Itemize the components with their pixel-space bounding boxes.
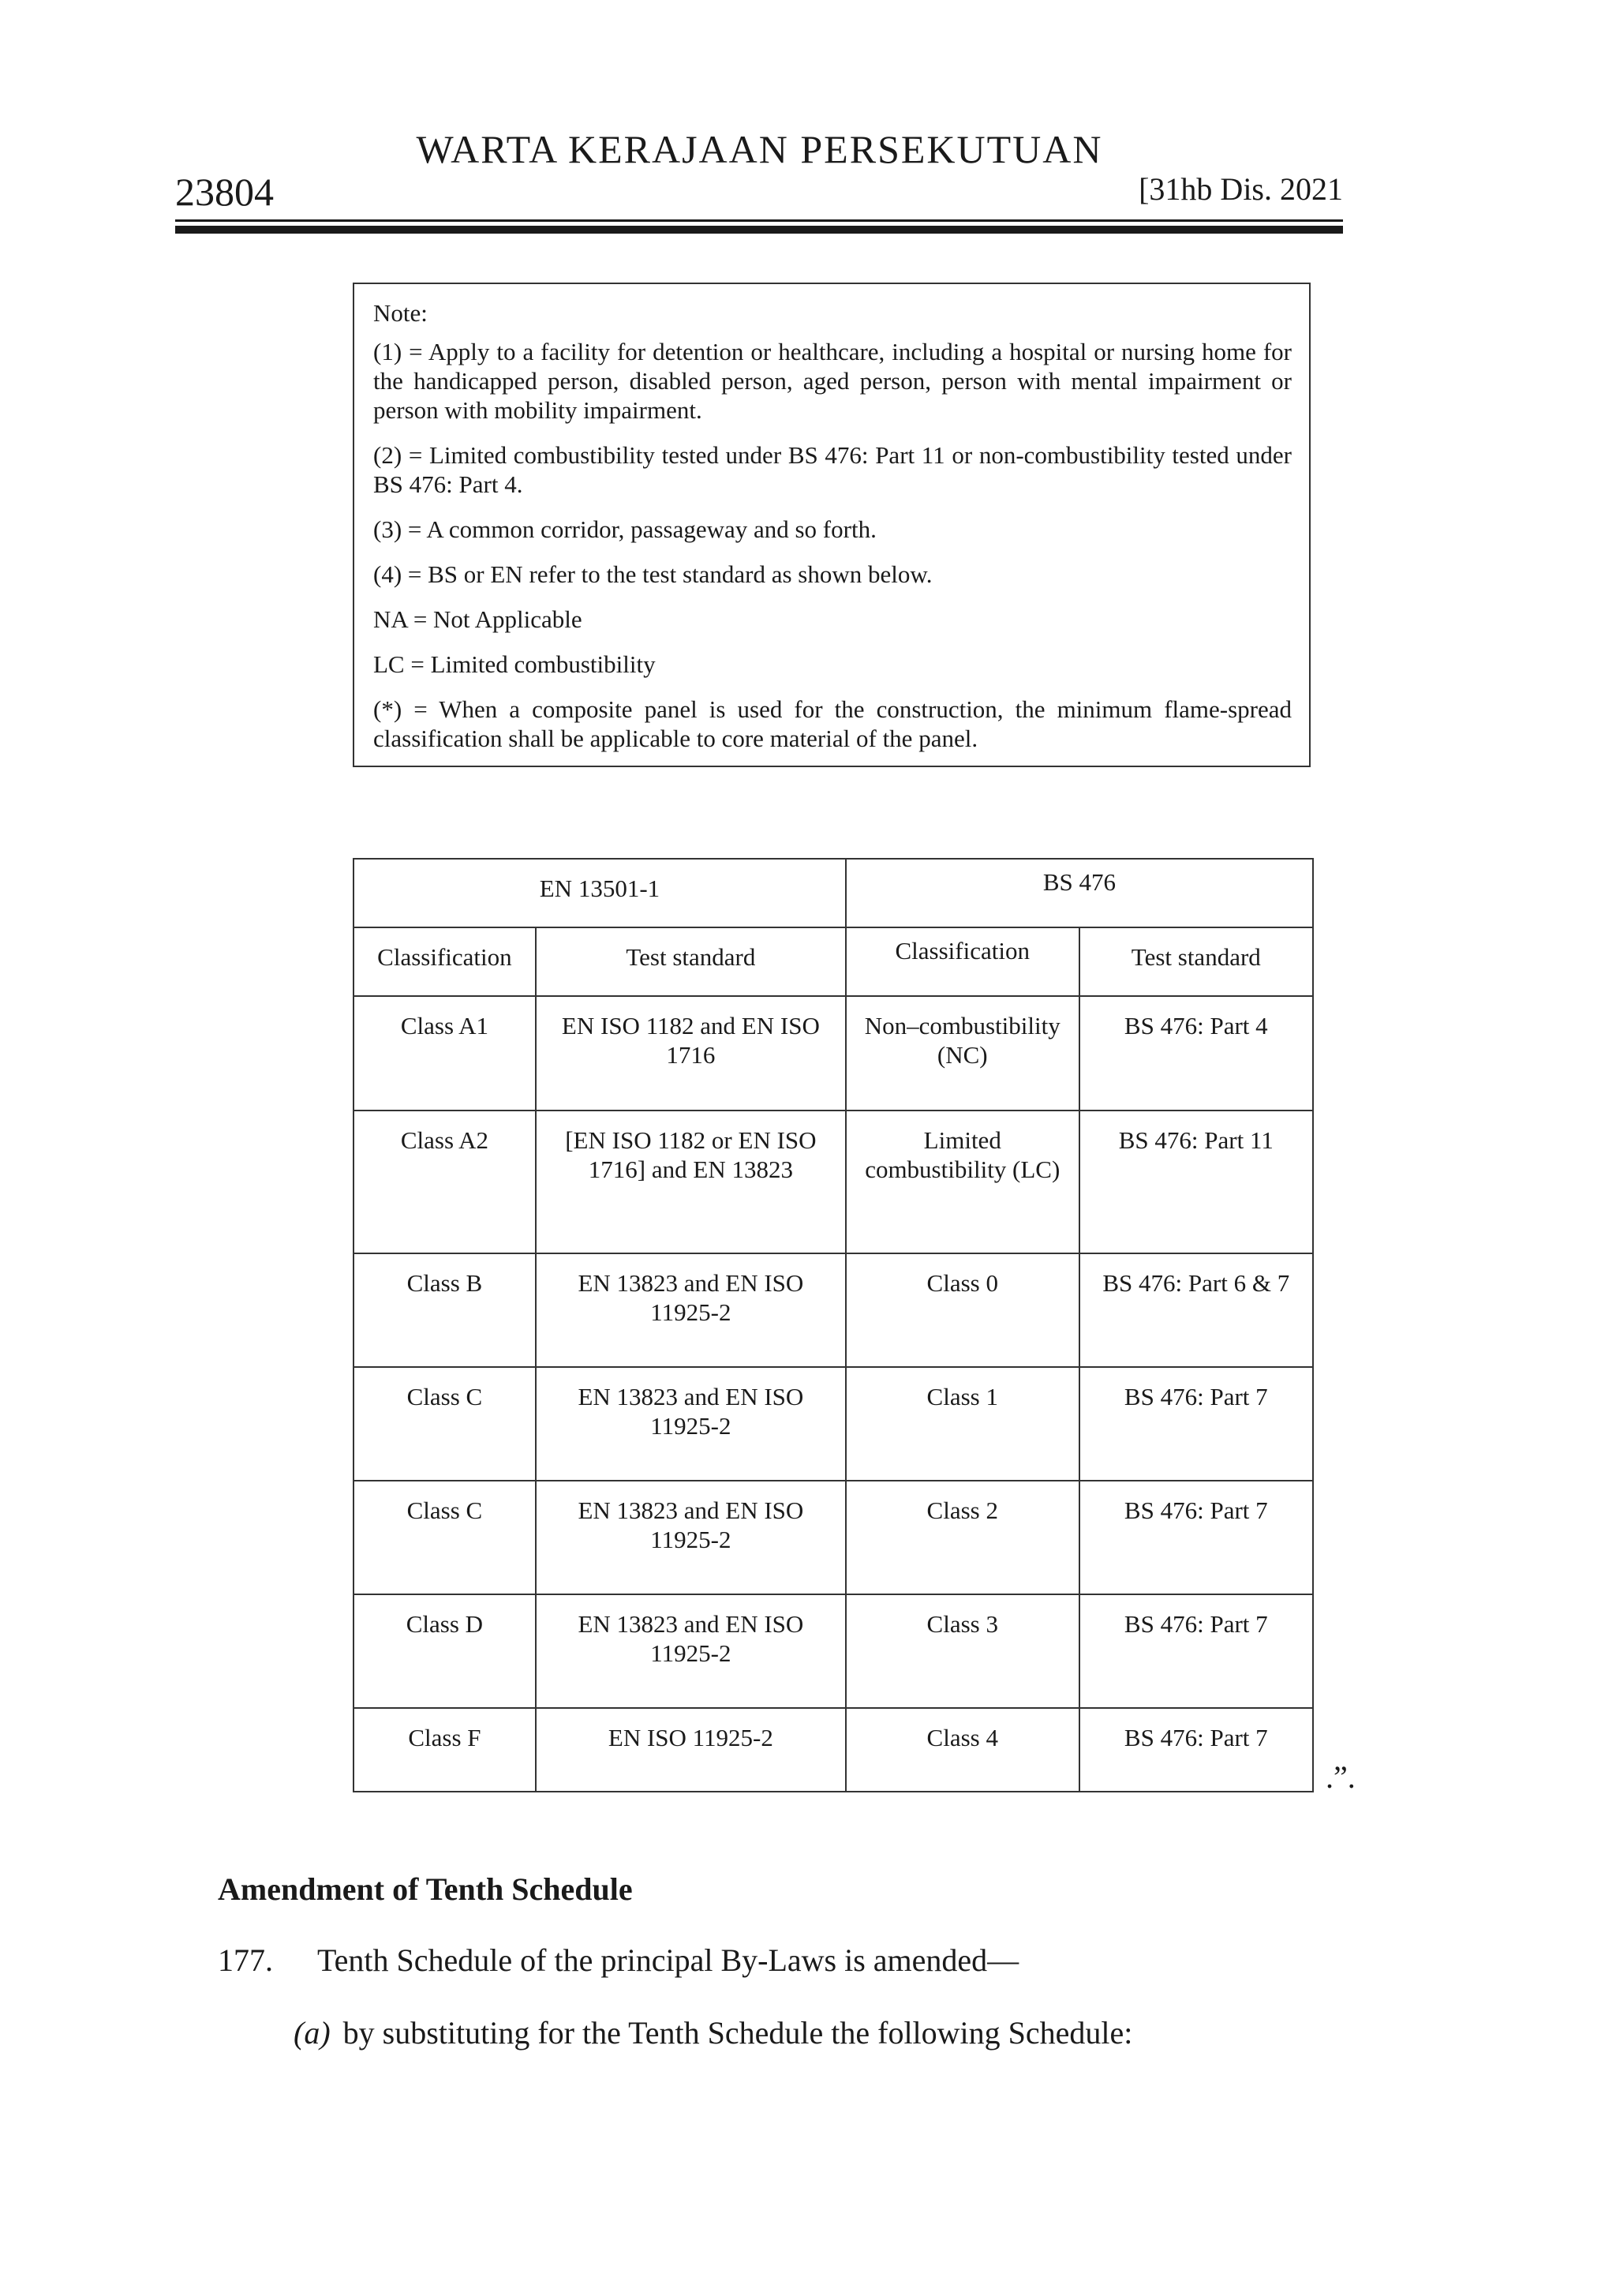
note-label: Note: [373, 299, 428, 327]
table-row [354, 1481, 1313, 1594]
note-item: NA = Not Applicable [373, 605, 582, 633]
table-row [354, 1253, 1313, 1367]
table-cell: Class F [354, 1708, 536, 1792]
table-cell: EN ISO 11925-2 [536, 1708, 846, 1792]
table-cell: Class 1 [846, 1367, 1079, 1481]
table-cell: EN 13823 and EN ISO 11925-2 [536, 1367, 846, 1481]
table-cell: Class C [354, 1367, 536, 1481]
note-item: (3) = A common corridor, passageway and so forth. [373, 515, 877, 543]
note-box [353, 283, 1311, 767]
table-cell: Class 3 [846, 1594, 1079, 1708]
table-cell: EN 13823 and EN ISO 11925-2 [536, 1594, 846, 1708]
table-cell: Class 2 [846, 1481, 1079, 1594]
table-cell: EN 13823 and EN ISO 11925-2 [536, 1481, 846, 1594]
table-cell: BS 476: Part 7 [1079, 1481, 1313, 1594]
table-cell: Class B [354, 1253, 536, 1367]
gazette-title: WARTA KERAJAAN PERSEKUTUAN [416, 127, 1103, 171]
section-heading: Amendment of Tenth Schedule [218, 1871, 633, 1907]
table-cell: BS 476: Part 6 & 7 [1079, 1253, 1313, 1367]
table-cell: Class C [354, 1481, 536, 1594]
closing-quote: .”. [1326, 1759, 1356, 1795]
table-cell: Class 4 [846, 1708, 1079, 1792]
table-cell: Class A1 [354, 996, 536, 1111]
column-header-row [354, 927, 1313, 996]
note-item: (2) = Limited combustibility tested under BS 476: Part 11 or non-combustibility tested under BS 476: Part 4. [373, 441, 1292, 498]
subclause-label: (a) [294, 2015, 331, 2051]
group-header-bs: BS 476 [846, 859, 1313, 927]
header-rule-thin [175, 219, 1343, 222]
table-cell: EN ISO 1182 and EN ISO 1716 [536, 996, 846, 1111]
table-cell: Class A2 [354, 1111, 536, 1253]
table-cell: Class D [354, 1594, 536, 1708]
header-rule-thick [175, 226, 1343, 234]
column-header: Classification [354, 927, 536, 996]
table-row [354, 1367, 1313, 1481]
page-number: 23804 [175, 170, 274, 214]
classification-table [353, 858, 1314, 1792]
table-cell: BS 476: Part 7 [1079, 1708, 1313, 1792]
issue-date: [31hb Dis. 2021 [1139, 171, 1343, 207]
table-cell: BS 476: Part 11 [1079, 1111, 1313, 1253]
note-item: (1) = Apply to a facility for detention or healthcare, including a hospital or nursing home for the handicapped person, disabled person, aged person, person with mental impairment or person with mobility impairment. [373, 338, 1292, 424]
column-header: Classification [846, 927, 1079, 996]
subclause-text: by substituting for the Tenth Schedule the following Schedule: [342, 2015, 1133, 2051]
group-header-en: EN 13501-1 [354, 859, 846, 927]
table-cell: EN 13823 and EN ISO 11925-2 [536, 1253, 846, 1367]
table-cell: Class 0 [846, 1253, 1079, 1367]
subclause [294, 2014, 1132, 2051]
table-row [354, 1594, 1313, 1708]
clause-text: Tenth Schedule of the principal By-Laws is amended— [317, 1942, 1019, 1978]
table-cell: BS 476: Part 7 [1079, 1367, 1313, 1481]
column-header: Test standard [1079, 927, 1313, 996]
table-row [354, 996, 1313, 1111]
group-header-row [354, 859, 1313, 927]
table-cell: BS 476: Part 4 [1079, 996, 1313, 1111]
table-cell: Limited combustibility (LC) [846, 1111, 1079, 1253]
table-cell: [EN ISO 1182 or EN ISO 1716] and EN 13823 [536, 1111, 846, 1253]
table-row [354, 1708, 1313, 1792]
table-cell: BS 476: Part 7 [1079, 1594, 1313, 1708]
column-header: Test standard [536, 927, 846, 996]
clause [218, 1942, 1019, 1979]
note-item: (4) = BS or EN refer to the test standard as shown below. [373, 560, 933, 588]
table-row [354, 1111, 1313, 1253]
table-cell: Non–combustibility (NC) [846, 996, 1079, 1111]
clause-number: 177. [218, 1942, 273, 1978]
note-item: (*) = When a composite panel is used for the construction, the minimum flame-spread classification shall be applicable to core material of the panel. [373, 695, 1292, 752]
note-item: LC = Limited combustibility [373, 650, 656, 678]
